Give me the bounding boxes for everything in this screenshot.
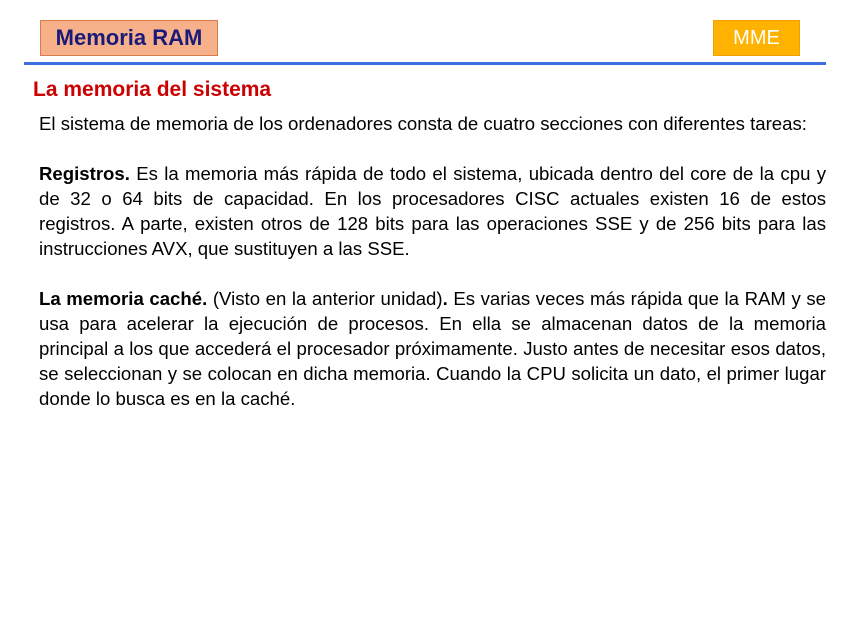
registros-term: Registros. — [39, 163, 130, 184]
section-title: La memoria del sistema — [33, 78, 272, 101]
cache-text: Es varias veces más rápida que la RAM y se usa para acelerar la ejecución de procesos. En ella se almacenan datos de la memoria principal a los que accederá el procesador próximamente. Justo antes de necesitar esos datos, se seleccionan y se colocan en dicha memoria. Cuando la CPU solicita un dato, el primer lugar donde lo busca es en la caché. — [39, 288, 827, 409]
cache-paragraph — [39, 286, 826, 411]
cache-dot: . — [442, 288, 448, 309]
registros-text: Es la memoria más rápida de todo el sistema, ubicada dentro del core de la cpu y de 32 o 64 bits de capacidad. En los procesadores CISC actuales existen 16 de estos registros. A parte, existen otros de 128 bits para las operaciones SSE y de 256 bits para las instrucciones AVX, que sustituyen a las SSE. — [39, 163, 826, 259]
slide-body — [39, 111, 826, 436]
course-badge: MME — [713, 20, 800, 56]
intro-paragraph: El sistema de memoria de los ordenadores consta de cuatro secciones con diferentes tareas: — [39, 113, 807, 134]
cache-term: La memoria caché. — [39, 288, 208, 309]
cache-parenthetical: (Visto en la anterior unidad) — [207, 288, 443, 309]
registros-paragraph — [39, 161, 826, 261]
header-divider — [24, 62, 826, 65]
slide-title: Memoria RAM — [40, 20, 218, 56]
